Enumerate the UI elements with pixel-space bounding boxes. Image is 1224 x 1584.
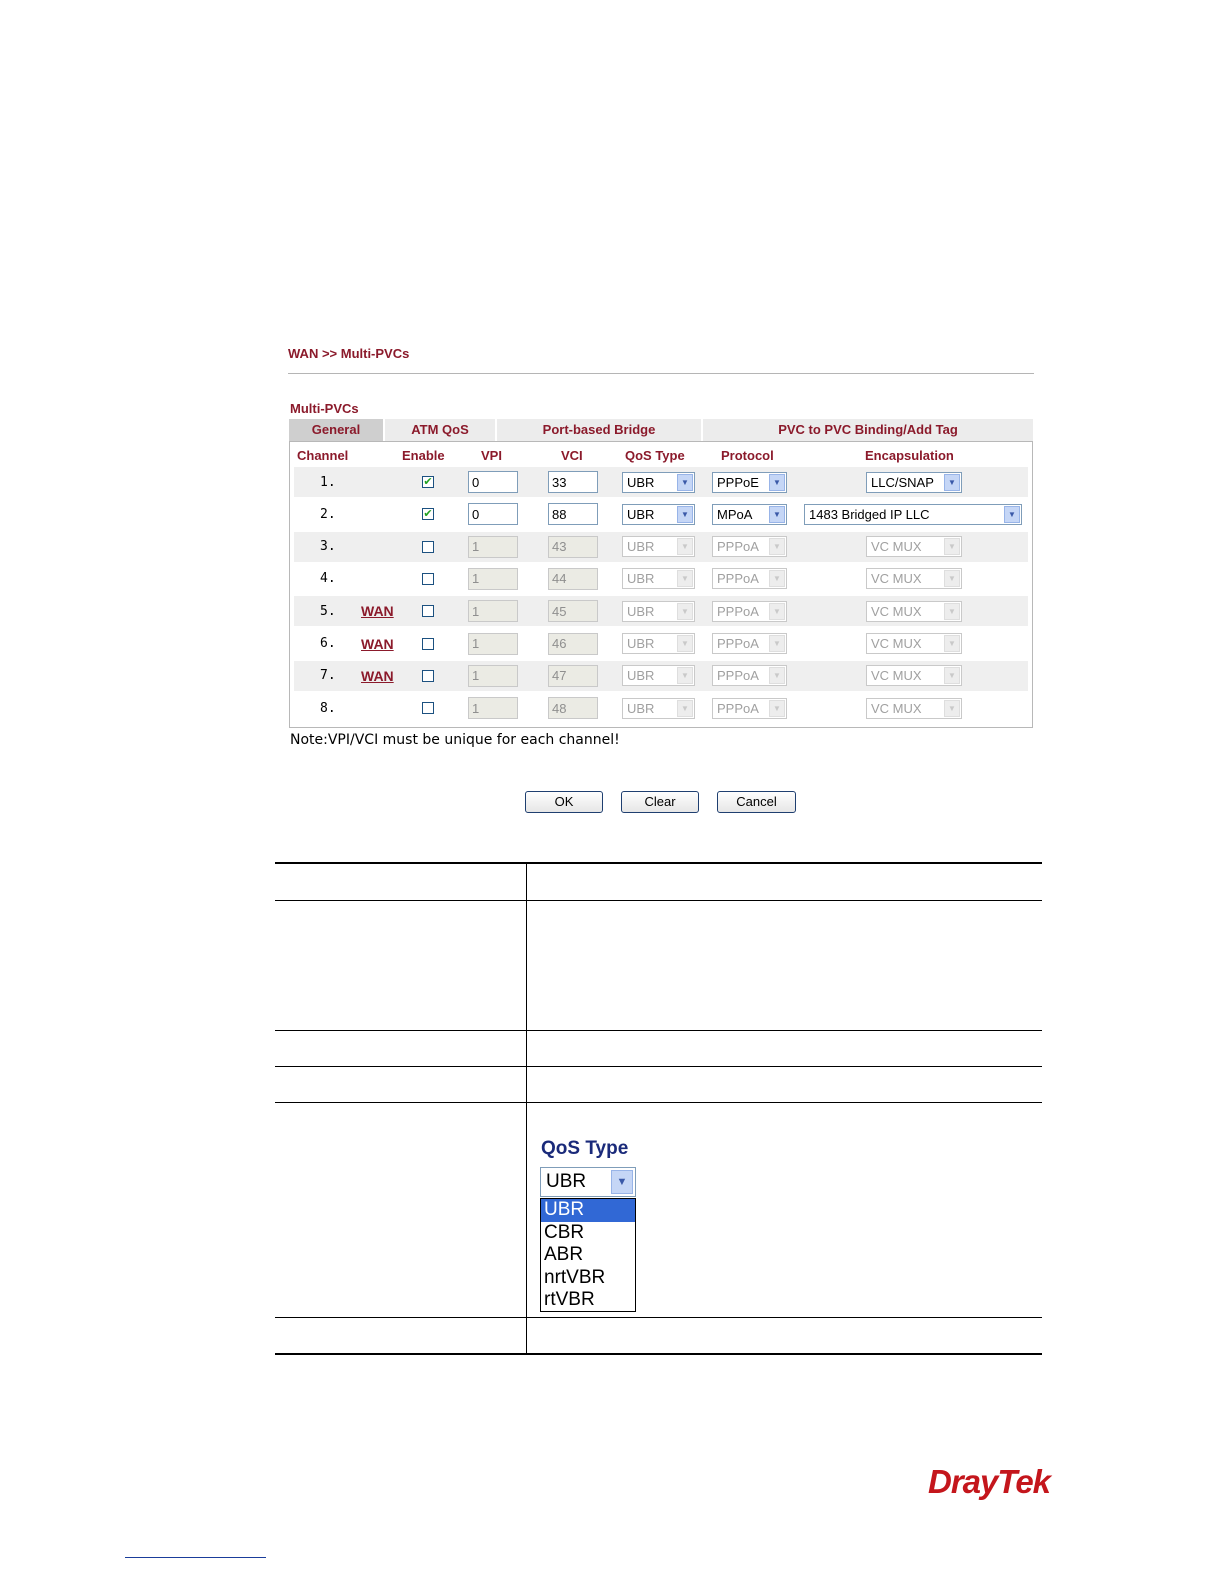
vpi-cell xyxy=(468,629,518,659)
enable-checkbox[interactable] xyxy=(422,670,434,682)
table-row xyxy=(294,564,1028,594)
wan-link[interactable]: WAN xyxy=(361,635,394,652)
draytek-logo: DrayTek xyxy=(928,1463,1051,1500)
protocol-cell xyxy=(712,532,787,562)
encapsulation-value: 1483 Bridged IP LLC xyxy=(809,506,930,522)
vpi-cell xyxy=(468,564,518,594)
qos-example-selected: UBR xyxy=(546,1171,587,1192)
vpi-cell xyxy=(468,499,518,529)
encapsulation-cell xyxy=(866,629,962,659)
qos-option[interactable]: CBR xyxy=(544,1221,585,1243)
encapsulation-value: VC MUX xyxy=(871,700,922,716)
chevron-down-icon: ▼ xyxy=(944,570,960,587)
vci-input[interactable]: 33 xyxy=(548,471,598,493)
encapsulation-value: VC MUX xyxy=(871,668,922,684)
divider xyxy=(288,373,1034,374)
protocol-value: PPPoA xyxy=(717,636,759,651)
tab-port-based-bridge[interactable]: Port-based Bridge xyxy=(497,419,703,441)
enable-checkbox-cell xyxy=(422,564,434,594)
protocol-select[interactable] xyxy=(712,568,787,589)
vpi-input[interactable]: 0 xyxy=(468,471,518,493)
channel-number: 6. xyxy=(320,636,336,651)
tab-general[interactable]: General xyxy=(289,419,385,441)
qos-cell xyxy=(622,693,695,723)
wan-link[interactable]: WAN xyxy=(361,667,394,684)
chevron-down-icon: ▼ xyxy=(769,538,785,555)
chevron-down-icon: ▼ xyxy=(677,603,693,620)
encapsulation-cell xyxy=(866,564,962,594)
encapsulation-cell xyxy=(866,532,962,562)
col-header-vpi: VPI xyxy=(481,448,502,463)
chevron-down-icon: ▼ xyxy=(677,538,693,555)
table-column-divider xyxy=(526,864,527,1354)
channel-number: 4. xyxy=(320,571,336,587)
chevron-down-icon: ▼ xyxy=(944,700,960,717)
table-divider xyxy=(275,900,1042,901)
vpi-input[interactable]: 1 xyxy=(468,633,518,655)
protocol-select[interactable] xyxy=(712,601,787,622)
protocol-cell xyxy=(712,661,787,691)
encapsulation-select[interactable] xyxy=(866,665,962,686)
enable-checkbox[interactable] xyxy=(422,605,434,617)
qos-option[interactable]: ABR xyxy=(544,1244,584,1265)
chevron-down-icon: ▼ xyxy=(944,603,960,620)
chevron-down-icon: ▼ xyxy=(677,474,693,491)
vci-input[interactable]: 43 xyxy=(548,536,598,558)
enable-checkbox-cell xyxy=(422,693,434,723)
col-header-vci: VCI xyxy=(561,448,583,463)
chevron-down-icon: ▼ xyxy=(769,667,785,684)
qos-type-select[interactable] xyxy=(622,536,695,557)
qos-type-value: UBR xyxy=(627,474,655,490)
col-header-protocol: Protocol xyxy=(721,448,774,463)
vci-input[interactable]: 46 xyxy=(548,633,598,655)
protocol-cell xyxy=(712,499,787,529)
tab-atm-qos[interactable]: ATM QoS xyxy=(385,419,497,441)
vpi-input[interactable]: 1 xyxy=(468,665,518,687)
protocol-select[interactable] xyxy=(712,472,787,493)
footer-line xyxy=(125,1557,266,1558)
qos-cell xyxy=(622,532,695,562)
vpi-cell xyxy=(468,596,518,626)
vci-cell xyxy=(548,693,598,723)
table-row xyxy=(294,532,1028,562)
vci-input[interactable]: 88 xyxy=(548,503,598,525)
check-icon: ✔ xyxy=(423,475,433,488)
encapsulation-select[interactable] xyxy=(866,472,962,493)
vci-cell xyxy=(548,564,598,594)
vpi-cell xyxy=(468,467,518,497)
qos-type-select[interactable] xyxy=(622,504,695,525)
vpi-input[interactable]: 1 xyxy=(468,697,518,719)
encapsulation-value: VC MUX xyxy=(871,603,922,619)
qos-type-select[interactable] xyxy=(622,472,695,493)
protocol-value: PPPoA xyxy=(717,571,759,587)
protocol-select[interactable] xyxy=(712,504,787,525)
chevron-down-icon: ▼ xyxy=(769,506,785,523)
enable-checkbox-cell xyxy=(422,532,434,562)
qos-type-value: UBR xyxy=(627,571,655,587)
protocol-cell xyxy=(712,564,787,594)
col-header-encapsulation: Encapsulation xyxy=(865,448,954,463)
encapsulation-value: VC MUX xyxy=(871,571,922,587)
protocol-value: PPPoE xyxy=(717,474,759,490)
protocol-select[interactable] xyxy=(712,698,787,719)
qos-example-list xyxy=(540,1198,636,1312)
section-title: Multi-PVCs xyxy=(290,401,359,416)
vci-cell xyxy=(548,661,598,691)
encapsulation-cell xyxy=(804,499,1022,529)
table-row xyxy=(294,467,1028,497)
vpi-cell xyxy=(468,693,518,723)
vpi-input[interactable]: 1 xyxy=(468,600,518,622)
enable-checkbox-cell xyxy=(422,629,434,659)
encapsulation-select[interactable] xyxy=(804,504,1022,525)
protocol-cell xyxy=(712,693,787,723)
table-divider xyxy=(275,1066,1042,1067)
chevron-down-icon: ▼ xyxy=(611,1170,633,1194)
protocol-select[interactable] xyxy=(712,536,787,557)
enable-checkbox-cell xyxy=(422,596,434,626)
enable-checkbox[interactable] xyxy=(422,476,434,488)
enable-checkbox-cell xyxy=(422,467,434,497)
encapsulation-select[interactable] xyxy=(866,633,962,654)
check-icon: ✔ xyxy=(423,507,433,520)
qos-option[interactable]: rtVBR xyxy=(544,1289,595,1310)
vpi-input[interactable]: 1 xyxy=(468,568,518,590)
encapsulation-cell xyxy=(866,467,962,497)
chevron-down-icon: ▼ xyxy=(944,667,960,684)
qos-option[interactable]: UBR xyxy=(541,1199,635,1222)
vci-input[interactable]: 48 xyxy=(548,697,598,719)
encapsulation-value: VC MUX xyxy=(871,636,922,651)
chevron-down-icon: ▼ xyxy=(944,635,960,652)
vci-input[interactable]: 44 xyxy=(548,568,598,590)
channel-number: 7. xyxy=(320,668,336,684)
enable-checkbox[interactable] xyxy=(422,702,434,714)
cancel-button[interactable]: Cancel xyxy=(717,791,796,813)
table-row xyxy=(294,629,1028,659)
enable-checkbox-cell xyxy=(422,499,434,529)
enable-checkbox[interactable] xyxy=(422,573,434,585)
protocol-value: PPPoA xyxy=(717,668,759,684)
qos-cell xyxy=(622,499,695,529)
enable-checkbox[interactable] xyxy=(422,541,434,553)
qos-type-value: UBR xyxy=(627,668,655,684)
pvc-panel xyxy=(289,441,1033,728)
encapsulation-cell xyxy=(866,596,962,626)
chevron-down-icon: ▼ xyxy=(944,538,960,555)
encapsulation-cell xyxy=(866,693,962,723)
qos-cell xyxy=(622,596,695,626)
col-header-enable: Enable xyxy=(402,448,445,463)
table-row xyxy=(294,499,1028,529)
qos-type-select[interactable] xyxy=(622,633,695,654)
chevron-down-icon: ▼ xyxy=(1004,506,1020,523)
chevron-down-icon: ▼ xyxy=(677,506,693,523)
note: Note:VPI/VCI must be unique for each channel! xyxy=(290,732,620,748)
protocol-value: PPPoA xyxy=(717,539,759,555)
vci-input[interactable]: 45 xyxy=(548,600,598,622)
chevron-down-icon: ▼ xyxy=(944,474,960,491)
channel-number: 2. xyxy=(320,506,336,522)
qos-type-select[interactable] xyxy=(622,698,695,719)
protocol-value: PPPoA xyxy=(717,700,759,716)
protocol-value: PPPoA xyxy=(717,603,759,619)
qos-cell xyxy=(622,467,695,497)
vci-cell xyxy=(548,532,598,562)
tab-bar xyxy=(289,419,1033,441)
chevron-down-icon: ▼ xyxy=(769,700,785,717)
table-border-top xyxy=(275,862,1042,864)
qos-type-value: UBR xyxy=(627,506,655,522)
table-divider xyxy=(275,1030,1042,1031)
qos-type-select[interactable] xyxy=(622,601,695,622)
protocol-value: MPoA xyxy=(717,506,753,522)
vci-cell xyxy=(548,629,598,659)
encapsulation-select[interactable] xyxy=(866,536,962,557)
channel-number: 5. xyxy=(320,603,336,619)
vpi-input[interactable]: 1 xyxy=(468,536,518,558)
breadcrumb: WAN >> Multi-PVCs xyxy=(288,346,410,361)
chevron-down-icon: ▼ xyxy=(677,667,693,684)
encapsulation-select[interactable] xyxy=(866,698,962,719)
enable-checkbox[interactable] xyxy=(422,638,434,650)
chevron-down-icon: ▼ xyxy=(769,474,785,491)
qos-example-select[interactable] xyxy=(540,1167,636,1197)
channel-number: 3. xyxy=(320,539,336,555)
channel-number: 1. xyxy=(320,474,336,490)
encapsulation-select[interactable] xyxy=(866,568,962,589)
chevron-down-icon: ▼ xyxy=(769,570,785,587)
clear-button[interactable]: Clear xyxy=(621,791,699,813)
table-divider xyxy=(275,1317,1042,1318)
qos-cell xyxy=(622,629,695,659)
qos-type-value: UBR xyxy=(627,636,655,651)
encapsulation-cell xyxy=(866,661,962,691)
enable-checkbox-cell xyxy=(422,661,434,691)
enable-checkbox[interactable] xyxy=(422,508,434,520)
col-header-channel: Channel xyxy=(297,448,349,463)
vpi-cell xyxy=(468,661,518,691)
chevron-down-icon: ▼ xyxy=(769,635,785,652)
protocol-select[interactable] xyxy=(712,633,787,654)
col-header-qos-type: QoS Type xyxy=(625,448,685,463)
tab-pvc-binding[interactable]: PVC to PVC Binding/Add Tag xyxy=(703,419,1033,441)
encapsulation-value: VC MUX xyxy=(871,539,922,555)
protocol-select[interactable] xyxy=(712,665,787,686)
protocol-cell xyxy=(712,596,787,626)
wan-link[interactable]: WAN xyxy=(361,603,394,620)
qos-type-value: UBR xyxy=(627,603,655,619)
channel-number: 8. xyxy=(320,700,336,716)
protocol-cell xyxy=(712,467,787,497)
vpi-cell xyxy=(468,532,518,562)
vci-cell xyxy=(548,467,598,497)
qos-type-value: UBR xyxy=(627,700,655,716)
vci-input[interactable]: 47 xyxy=(548,665,598,687)
qos-cell xyxy=(622,564,695,594)
table-row xyxy=(294,596,1028,626)
encapsulation-value: LLC/SNAP xyxy=(871,474,934,490)
protocol-cell xyxy=(712,629,787,659)
qos-type-value: UBR xyxy=(627,539,655,555)
vci-cell xyxy=(548,499,598,529)
qos-type-select[interactable] xyxy=(622,665,695,686)
chevron-down-icon: ▼ xyxy=(677,570,693,587)
table-divider xyxy=(275,1102,1042,1103)
qos-type-select[interactable] xyxy=(622,568,695,589)
vpi-input[interactable]: 0 xyxy=(468,503,518,525)
chevron-down-icon: ▼ xyxy=(677,635,693,652)
chevron-down-icon: ▼ xyxy=(677,700,693,717)
table-border-bottom xyxy=(275,1353,1042,1355)
table-row xyxy=(294,693,1028,723)
vci-cell xyxy=(548,596,598,626)
chevron-down-icon: ▼ xyxy=(769,603,785,620)
qos-option[interactable]: nrtVBR xyxy=(544,1266,606,1288)
table-row xyxy=(294,661,1028,691)
encapsulation-select[interactable] xyxy=(866,601,962,622)
qos-cell xyxy=(622,661,695,691)
qos-example-title: QoS Type xyxy=(541,1138,629,1159)
ok-button[interactable]: OK xyxy=(525,791,603,813)
